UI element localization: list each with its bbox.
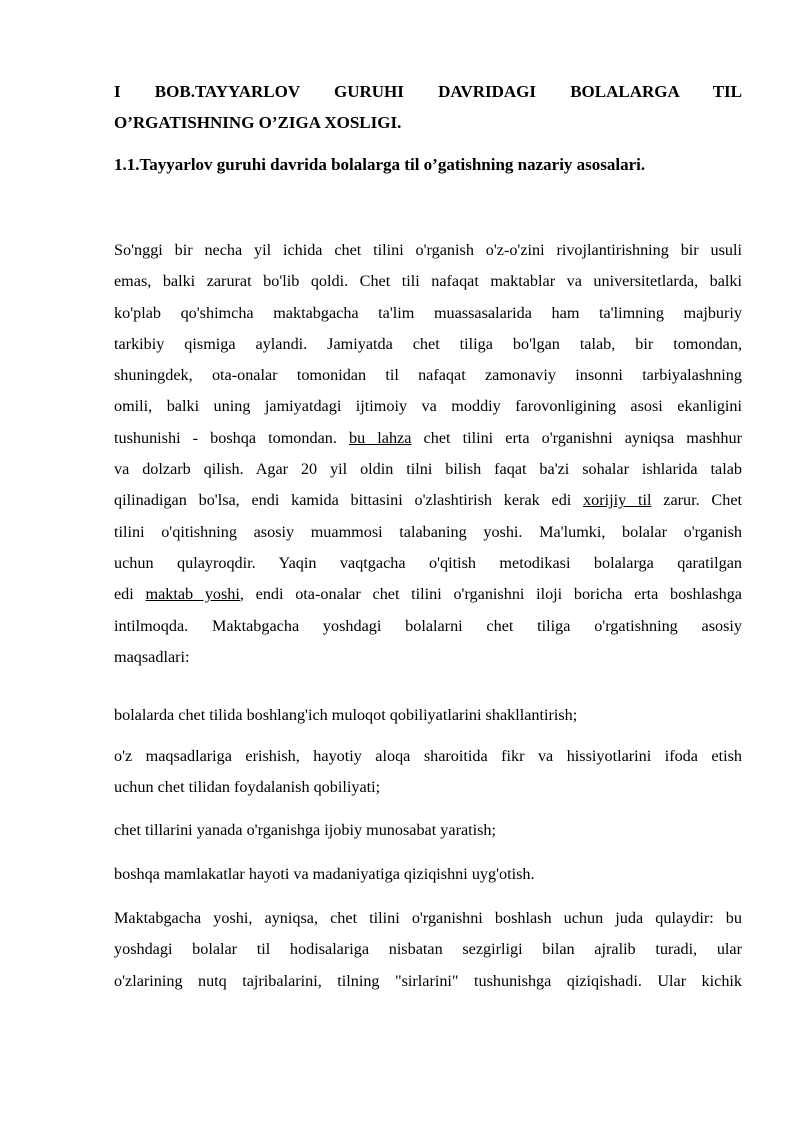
paragraph-line: tilini o'qitishning asosiy muammosi talabaning yoshi. Ma'lumki, bolalar o'rganish <box>114 522 742 541</box>
paragraph-line: So'nggi bir necha yil ichida chet tilini o'rganish o'z-o'zini rivojlantirishning bir usuli <box>114 241 742 259</box>
xorijiy-til-link[interactable]: xorijiy til <box>583 491 652 510</box>
line-text: zarur. Chet <box>651 491 743 510</box>
paragraph-line: shuningdek, ota-onalar tomonidan til nafaqat zamonaviy insonni tarbiyalashning <box>114 366 742 385</box>
paragraph-line: intilmoqda. Maktabgacha yoshdagi bolalarni chet tiliga o'rgatishning asosiy <box>114 616 742 635</box>
goal-text: o'z maqsadlariga erishish, hayotiy aloqa sharoitida fikr va hissiyotlarini ifoda etish <box>114 747 742 765</box>
line-text: , endi ota-onalar chet tilini o'rganishni iloji boricha erta boshlashga <box>239 585 742 604</box>
paragraph-line: yoshdagi bolalar til hodisalariga nisbatan sezgirligi bilan ajralib turadi, ular <box>114 940 742 959</box>
goal-item-4 <box>114 859 742 890</box>
line-text: chet tilini erta o'rganishni ayniqsa mashhur <box>411 428 742 447</box>
goal-item-1 <box>114 700 742 731</box>
paragraph-line-with-link <box>114 423 742 454</box>
paragraph-line: va dolzarb qilish. Agar 20 yil oldin tilni bilish faqat ba'zi sohalar ishlarida talab <box>114 460 742 479</box>
chapter-title-line-1: I BOB.TAYYARLOV GURUHI DAVRIDAGI BOLALARGA TIL <box>114 82 742 101</box>
line-text: qilinadigan bo'lsa, endi kamida bittasini o'zlashtirish kerak edi <box>114 491 584 510</box>
paragraph-line: uchun qulayroqdir. Yaqin vaqtgacha o'qitish metodikasi bolalarga qaratilgan <box>114 553 742 572</box>
chapter-title-line-2: O’RGATISHNING O’ZIGA XOSLIGI. <box>114 113 402 132</box>
line-text: edi <box>114 585 146 604</box>
goal-text: uchun chet tilidan foydalanish qobiliyati; <box>114 778 381 797</box>
paragraph-line: o'zlarining nutq tajribalarini, tilning "sirlarini" tushunishga qiziqishadi. Ular kichik <box>114 971 742 990</box>
goal-text: bolalarda chet tilida boshlang'ich muloqot qobiliyatlarini shakllantirish; <box>114 706 578 724</box>
section-title: 1.1.Tayyarlov guruhi davrida bolalarga til o’gatishning nazariy asosalari. <box>114 155 646 174</box>
goal-text: chet tillarini yanada o'rganishga ijobiy munosabat yaratish; <box>114 821 497 839</box>
paragraph-line: maqsadlari: <box>114 647 190 666</box>
goal-item-3 <box>114 815 742 846</box>
bu-lahza-link[interactable]: bu lahza <box>349 428 412 447</box>
paragraph-line: Maktabgacha yoshi, ayniqsa, chet tilini o'rganishni boshlash uchun juda qulaydir: bu <box>114 909 742 927</box>
paragraph-line: emas, balki zarurat bo'lib qoldi. Chet tili nafaqat maktablar va universitetlarda, balki <box>114 272 742 291</box>
paragraph-line-with-link <box>114 485 742 516</box>
paragraph-line-with-link <box>114 579 742 610</box>
line-text: tushunishi - boshqa tomondan. <box>114 428 349 447</box>
goal-text: boshqa mamlakatlar hayoti va madaniyatiga qiziqishni uyg'otish. <box>114 865 535 883</box>
paragraph-preschool-age <box>114 903 742 997</box>
paragraph-line: ko'plab qo'shimcha maktabgacha ta'lim muassasalarida ham ta'limning majburiy <box>114 303 742 322</box>
paragraph-intro <box>114 235 742 673</box>
paragraph-line: omili, balki uning jamiyatdagi ijtimoiy va moddiy farovonligining asosi ekanligini <box>114 397 742 416</box>
maktab-yoshi-link[interactable]: maktab yoshi <box>145 585 240 604</box>
goal-item-2 <box>114 741 742 804</box>
paragraph-line: tarkibiy qismiga aylandi. Jamiyatda chet tiliga bo'lgan talab, bir tomondan, <box>114 334 742 353</box>
chapter-title <box>114 76 742 138</box>
